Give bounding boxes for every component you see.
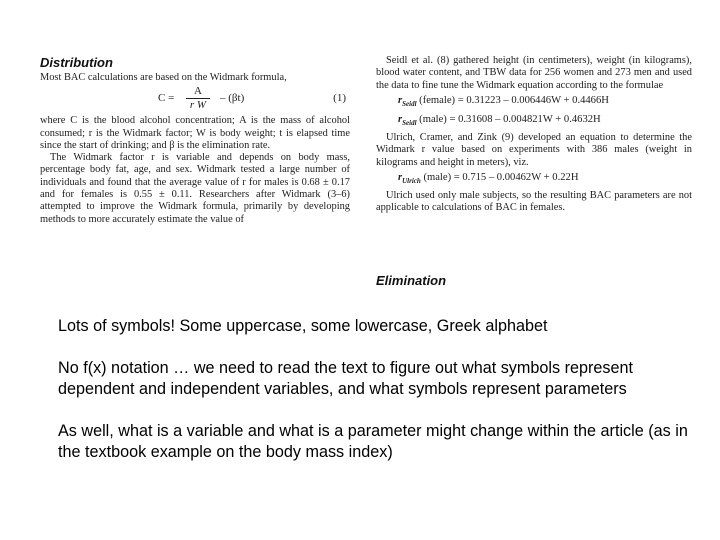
article-excerpt-image <box>40 55 692 291</box>
formula-symbol: r <box>398 94 403 106</box>
formula-symbol: r <box>398 114 403 125</box>
equation-tail: – (βt) <box>220 92 245 105</box>
widmark-equation <box>40 85 350 113</box>
formula-subscript: Seidl <box>402 100 417 108</box>
equation-fraction <box>186 85 210 112</box>
widmark-factor-paragraph: The Widmark factor r is variable and depends on body mass, percentage body fat, age, and sex. Widmark tested a large number of individuals and found that the average value of r for males is 0.68 ± 0.17 and for females is 0.55 ± 0.11. Researchers after Widmark (3–6) attempted to improve the Widmark formula, primarily by developing methods to more accurately estimate the value of <box>40 152 350 225</box>
equation-denominator: r W <box>189 99 207 112</box>
distribution-heading: Distribution <box>40 55 113 70</box>
seidl-male-formula <box>398 113 692 130</box>
elimination-heading: Elimination <box>376 273 447 288</box>
formula-subscript: Ulrich <box>402 177 421 186</box>
ulrich-formula <box>398 171 692 188</box>
formula-subscript: Seidl <box>402 119 417 128</box>
slide-notes <box>58 316 708 484</box>
note-variable-parameter: As well, what is a variable and what is a parameter might change within the article (as in the textbook example on the body mass index) <box>58 422 688 461</box>
ulrich-paragraph: Ulrich, Cramer, and Zink (9) developed an equation to determine the Widmark r value based on experiments with 386 males (weight in kilograms and height in meters), viz. <box>376 132 692 168</box>
formula-expression: (female) = 0.31223 – 0.006446W + 0.4466H <box>419 94 609 106</box>
formula-expression: (male) = 0.715 – 0.00462W + 0.22H <box>423 172 579 183</box>
note-notation: No f(x) notation … we need to read the text to figure out what symbols represent dependent and independent variables, and what symbols represent parameters <box>58 359 633 398</box>
widmark-intro: Most BAC calculations are based on the Widmark formula, <box>40 72 287 83</box>
variable-definitions: where C is the blood alcohol concentration; A is the mass of alcohol consumed; r is the Widmark factor; W is body weight; t is elapsed time since the start of drinking; and β is the elimination rate. <box>40 115 350 151</box>
article-left-column <box>40 55 350 226</box>
seidl-female-formula <box>398 94 692 111</box>
equation-lhs: C = <box>158 92 175 105</box>
seidl-paragraph: Seidl et al. (8) gathered height (in centimeters), weight (in kilograms), blood water content, and TBW data for 256 women and 273 men and used the data to fine tune the Widmark equation according to the formulae <box>376 55 692 91</box>
formula-symbol: r <box>398 172 403 183</box>
formula-expression: (male) = 0.31608 – 0.004821W + 0.4632H <box>419 114 601 125</box>
equation-numerator: A <box>186 85 210 99</box>
ulrich-note: Ulrich used only male subjects, so the resulting BAC parameters are not applicable to calculations of BAC in females. <box>376 190 692 214</box>
note-symbols: Lots of symbols! Some uppercase, some lowercase, Greek alphabet <box>58 317 548 335</box>
equation-number: (1) <box>333 92 346 105</box>
article-right-column <box>376 55 692 215</box>
